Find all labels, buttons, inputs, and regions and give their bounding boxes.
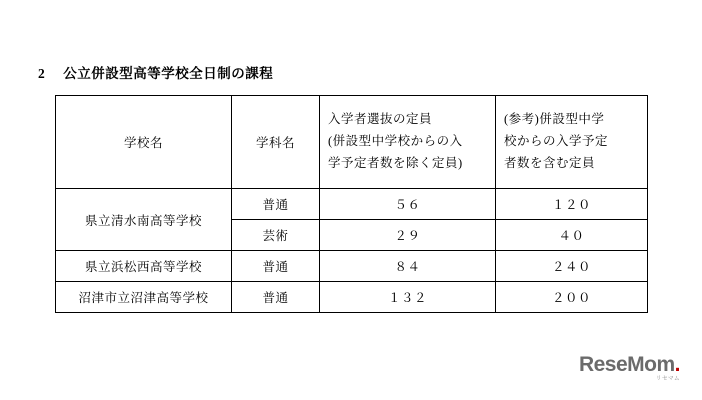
table-header-row: [56, 96, 648, 189]
header-school: [56, 96, 232, 189]
cell-quota: ２９: [320, 220, 496, 251]
table-row: [56, 282, 648, 313]
logo-wordmark: [579, 354, 680, 375]
cell-reference: １２０: [496, 189, 648, 220]
table-row: [56, 189, 648, 220]
header-quota-line-1: 入学者選抜の定員: [328, 112, 433, 127]
table-header: [56, 96, 648, 189]
header-quota-line-2: (併設型中学校からの入: [328, 134, 463, 149]
section-number: 2: [38, 66, 46, 81]
cell-course: 普通: [232, 251, 320, 282]
cell-reference: ４０: [496, 220, 648, 251]
table-body: [56, 189, 648, 313]
header-reference-line-3: 者数を含む定員: [504, 155, 596, 170]
cell-quota: ８４: [320, 251, 496, 282]
cell-course: 芸術: [232, 220, 320, 251]
header-school-label: 学校名: [123, 136, 163, 150]
header-course: [232, 96, 320, 189]
header-quota-line-3: 学予定者数を除く定員): [328, 155, 463, 170]
header-quota: [320, 96, 496, 189]
header-reference: [496, 96, 648, 189]
resemom-logo: [579, 354, 680, 383]
cell-reference: ２００: [496, 282, 648, 313]
cell-quota: ５６: [320, 189, 496, 220]
cell-school: 沼津市立沼津高等学校: [56, 282, 232, 313]
cell-school: 県立清水南高等学校: [56, 189, 232, 251]
logo-name: ReseMom: [578, 352, 675, 376]
table-row: [56, 251, 648, 282]
section-title: 公立併設型高等学校全日制の課程: [63, 66, 274, 81]
header-reference-line-1: (参考)併設型中学: [504, 112, 605, 127]
cell-reference: ２４０: [496, 251, 648, 282]
admission-quota-table: [55, 95, 648, 313]
logo-tagline: リセマム: [656, 375, 680, 382]
section-heading: [38, 62, 273, 82]
header-course-label: 学科名: [255, 136, 295, 150]
logo-dot: .: [674, 352, 680, 376]
cell-school: 県立浜松西高等学校: [56, 251, 232, 282]
cell-course: 普通: [232, 189, 320, 220]
header-reference-line-2: 校からの入学予定: [504, 134, 609, 149]
cell-quota: １３２: [320, 282, 496, 313]
cell-course: 普通: [232, 282, 320, 313]
